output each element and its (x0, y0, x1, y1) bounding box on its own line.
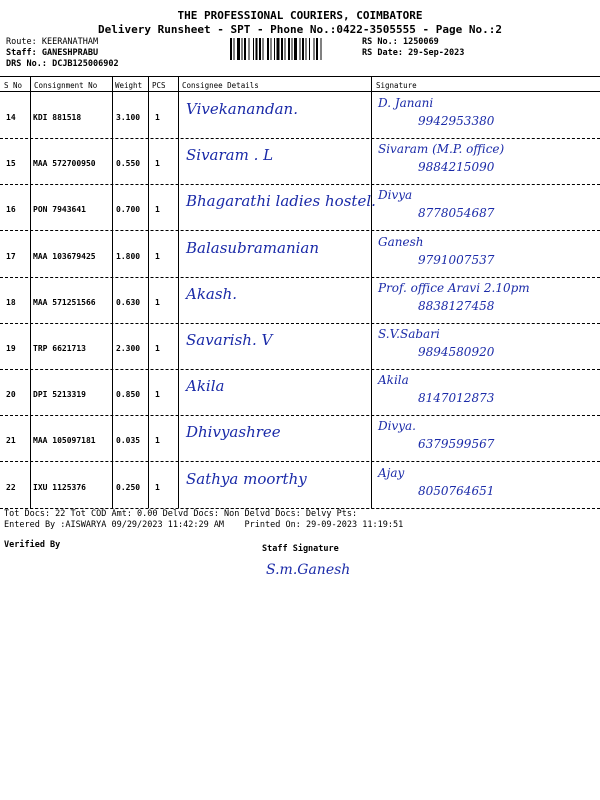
row-consignee-name: Balasubramanian (186, 238, 320, 257)
table-row (0, 369, 600, 416)
row-phone-handwritten: 8050764651 (418, 483, 495, 498)
row-consignment-no: MAA 105097181 (33, 436, 96, 446)
header-consignee: Consignee Details (182, 81, 259, 90)
row-consignee-name: Sivaram . L (186, 146, 274, 165)
rs-no-value: 1250069 (402, 37, 439, 47)
row-phone-handwritten: 6379599567 (418, 437, 495, 452)
rs-no-label: RS No.: (362, 37, 398, 47)
table-row (0, 184, 600, 231)
row-weight: 3.100 (116, 113, 141, 122)
row-consignee-name: Vivekanandan. (186, 100, 298, 118)
row-signature: D. Janani (378, 96, 434, 110)
table-row (0, 231, 600, 278)
row-signature: Divya (378, 188, 413, 203)
row-pcs: 1 (155, 113, 160, 122)
row-pcs: 1 (155, 344, 160, 353)
row-phone-handwritten: 8778054687 (418, 206, 495, 221)
entry-line (4, 520, 403, 530)
row-consignment-no: PON 7943641 (33, 205, 86, 215)
drs-line (6, 59, 119, 70)
row-weight: 0.035 (116, 436, 141, 446)
route-line (6, 37, 119, 48)
runsheet-subtitle: Delivery Runsheet - SPT - Phone No.:0422-3505555 - Page No.:2 (98, 23, 502, 36)
table-row (0, 92, 600, 139)
row-phone-handwritten: 9884215090 (418, 160, 495, 175)
row-consignee-name: Akash. (186, 284, 237, 303)
rs-date-value: 29-Sep-2023 (408, 48, 465, 58)
drs-label: DRS No.: (6, 59, 47, 69)
staff-value: GANESHPRABU (41, 48, 99, 58)
row-consignee-name: Bhagarathi ladies hostel. (186, 192, 376, 211)
row-consignment-no: MAA 572700950 (33, 159, 96, 169)
totals-line: Tot Docs: 22 Tot COD Amt: 0.00 Delvd Docs: Non Delvd Docs: Delvy Pts: (4, 509, 358, 519)
header-left-block (6, 37, 119, 70)
staff-signature: S.m.Ganesh (266, 562, 351, 578)
row-weight: 0.250 (116, 482, 141, 492)
header-weight: Weight (115, 81, 143, 90)
row-weight: 0.630 (116, 297, 141, 307)
row-weight: 2.300 (116, 344, 141, 353)
row-signature: Akila (378, 373, 409, 388)
row-pcs: 1 (155, 297, 160, 307)
staff-signature-label: Staff Signature (262, 544, 339, 554)
row-pcs: 1 (155, 205, 160, 215)
route-value: KEERANATHAM (41, 37, 99, 47)
row-pcs: 1 (155, 436, 160, 446)
row-signature: Divya. (378, 419, 416, 434)
row-sno: 20 (6, 390, 16, 400)
row-sno: 22 (6, 482, 16, 492)
row-signature: Ajay (378, 465, 405, 480)
row-pcs: 1 (155, 251, 160, 261)
barcode-icon (230, 38, 355, 60)
row-pcs: 1 (155, 482, 160, 492)
row-consignment-no: IXU 1125376 (33, 482, 86, 492)
table-row (0, 415, 600, 462)
header-pcs: PCS (152, 81, 166, 90)
row-consignee-name: Akila (186, 377, 225, 396)
route-label: Route: (6, 37, 37, 47)
rs-date-label: RS Date: (362, 48, 403, 58)
runsheet-table (0, 76, 600, 509)
row-consignee-name: Sathya moorthy (186, 469, 307, 488)
entered-by: Entered By :AISWARYA 09/29/2023 11:42:29 AM (4, 520, 225, 530)
row-phone-handwritten: 9894580920 (418, 345, 495, 359)
row-signature: Sivaram (M.P. office) (378, 142, 505, 157)
table-row (0, 138, 600, 185)
table-row (0, 462, 600, 509)
header-consignment: Consignment No (34, 81, 98, 90)
row-weight: 0.550 (116, 159, 141, 169)
row-phone-handwritten: 8838127458 (418, 298, 495, 313)
row-consignment-no: DPI 5213319 (33, 390, 86, 400)
row-sno: 14 (6, 113, 16, 122)
row-signature: Ganesh (378, 234, 424, 249)
row-consignee-name: Dhivyashree (186, 423, 281, 442)
header-right-block (362, 37, 464, 59)
row-pcs: 1 (155, 390, 160, 400)
rs-no-line (362, 37, 464, 48)
row-consignee-name: Savarish. V (186, 331, 273, 349)
row-consignment-no: MAA 103679425 (33, 251, 96, 261)
staff-line (6, 48, 119, 59)
header-signature: Signature (376, 81, 417, 90)
row-signature: S.V.Sabari (378, 327, 440, 341)
verified-by-label: Verified By (4, 540, 61, 550)
company-title: THE PROFESSIONAL COURIERS, COIMBATORE (177, 9, 423, 22)
row-sno: 21 (6, 436, 16, 446)
row-phone-handwritten: 8147012873 (418, 391, 495, 406)
row-sno: 16 (6, 205, 16, 215)
row-consignment-no: MAA 571251566 (33, 297, 96, 307)
row-sno: 15 (6, 159, 16, 169)
row-weight: 0.700 (116, 205, 141, 215)
header-sno: S No (4, 81, 23, 90)
row-consignment-no: TRP 6621713 (33, 344, 86, 353)
printed-on: Printed On: 29-09-2023 11:19:51 (244, 520, 404, 530)
rs-date-line (362, 48, 464, 59)
row-consignment-no: KDI 881518 (33, 113, 82, 122)
table-row (0, 323, 600, 370)
row-weight: 1.800 (116, 251, 141, 261)
row-weight: 0.850 (116, 390, 141, 400)
row-signature: Prof. office Aravi 2.10pm (378, 280, 530, 295)
row-sno: 17 (6, 251, 16, 261)
row-sno: 18 (6, 297, 16, 307)
row-phone-handwritten: 9942953380 (418, 114, 495, 128)
row-phone-handwritten: 9791007537 (418, 252, 495, 267)
table-row (0, 277, 600, 324)
row-sno: 19 (6, 344, 16, 353)
row-pcs: 1 (155, 159, 160, 169)
drs-value: DCJB125006902 (52, 59, 119, 69)
staff-label: Staff: (6, 48, 37, 58)
